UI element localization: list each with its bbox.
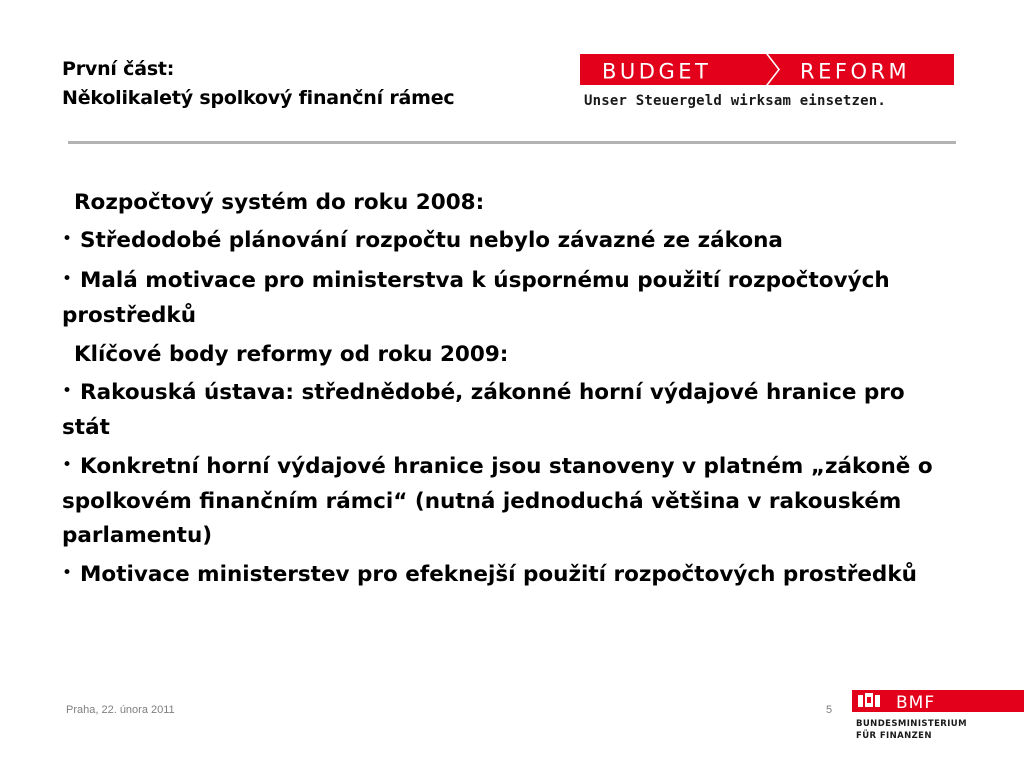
slide-title: [62, 55, 454, 113]
bullet-item: [62, 224, 952, 259]
bmf-line1: BUNDESMINISTERIUM: [856, 719, 967, 729]
budget-text: BUDGET: [602, 59, 712, 84]
bullet-text: Rakouská ústava: střednědobé, zákonné horní výdajové hranice pro stát: [62, 380, 905, 440]
bullet-icon: •: [62, 269, 73, 289]
budget-tagline: Unser Steuergeld wirksam einsetzen.: [584, 93, 887, 109]
bullet-item: [62, 376, 952, 445]
bullet-text: Středodobé plánování rozpočtu nebylo závazné ze zákona: [80, 228, 783, 253]
bullet-icon: •: [62, 381, 73, 401]
bmf-abbr: BMF: [896, 693, 936, 713]
bmf-line2: FÜR FINANZEN: [856, 731, 932, 741]
bullet-item: [62, 558, 952, 593]
footer-place-date: Praha, 22. února 2011: [66, 704, 175, 716]
budget-reform-logo: [578, 50, 956, 112]
header-divider: [68, 141, 956, 144]
bullet-icon: •: [62, 563, 73, 583]
bullet-text: Motivace ministerstev pro efeknejší použití rozpočtových prostředků: [80, 562, 917, 587]
eagle-icon: [858, 693, 880, 707]
section-heading-2009: Klíčové body reformy od roku 2009:: [74, 342, 509, 367]
bullet-text: Malá motivace pro ministerstva k úspornému použití rozpočtových prostředků: [62, 268, 890, 328]
bullet-text: Konkretní horní výdajové hranice jsou stanoveny v platném „zákoně o spolkovém finančním rámci“ (nutná jednoduchá většina v rakouském parlamentu): [62, 454, 933, 548]
bullet-icon: •: [62, 229, 73, 249]
bullet-icon: •: [62, 455, 73, 475]
slide-title-line1: První část:: [62, 58, 175, 80]
slide-title-line2: Několikaletý spolkový finanční rámec: [62, 87, 455, 109]
reform-text: REFORM: [800, 59, 911, 84]
bmf-logo: [852, 688, 1024, 754]
section-heading-2008: Rozpočtový systém do roku 2008:: [74, 190, 485, 215]
slide-body: [62, 186, 952, 598]
bullet-item: [62, 450, 952, 553]
page-number: 5: [826, 704, 833, 716]
bullet-item: [62, 264, 952, 333]
